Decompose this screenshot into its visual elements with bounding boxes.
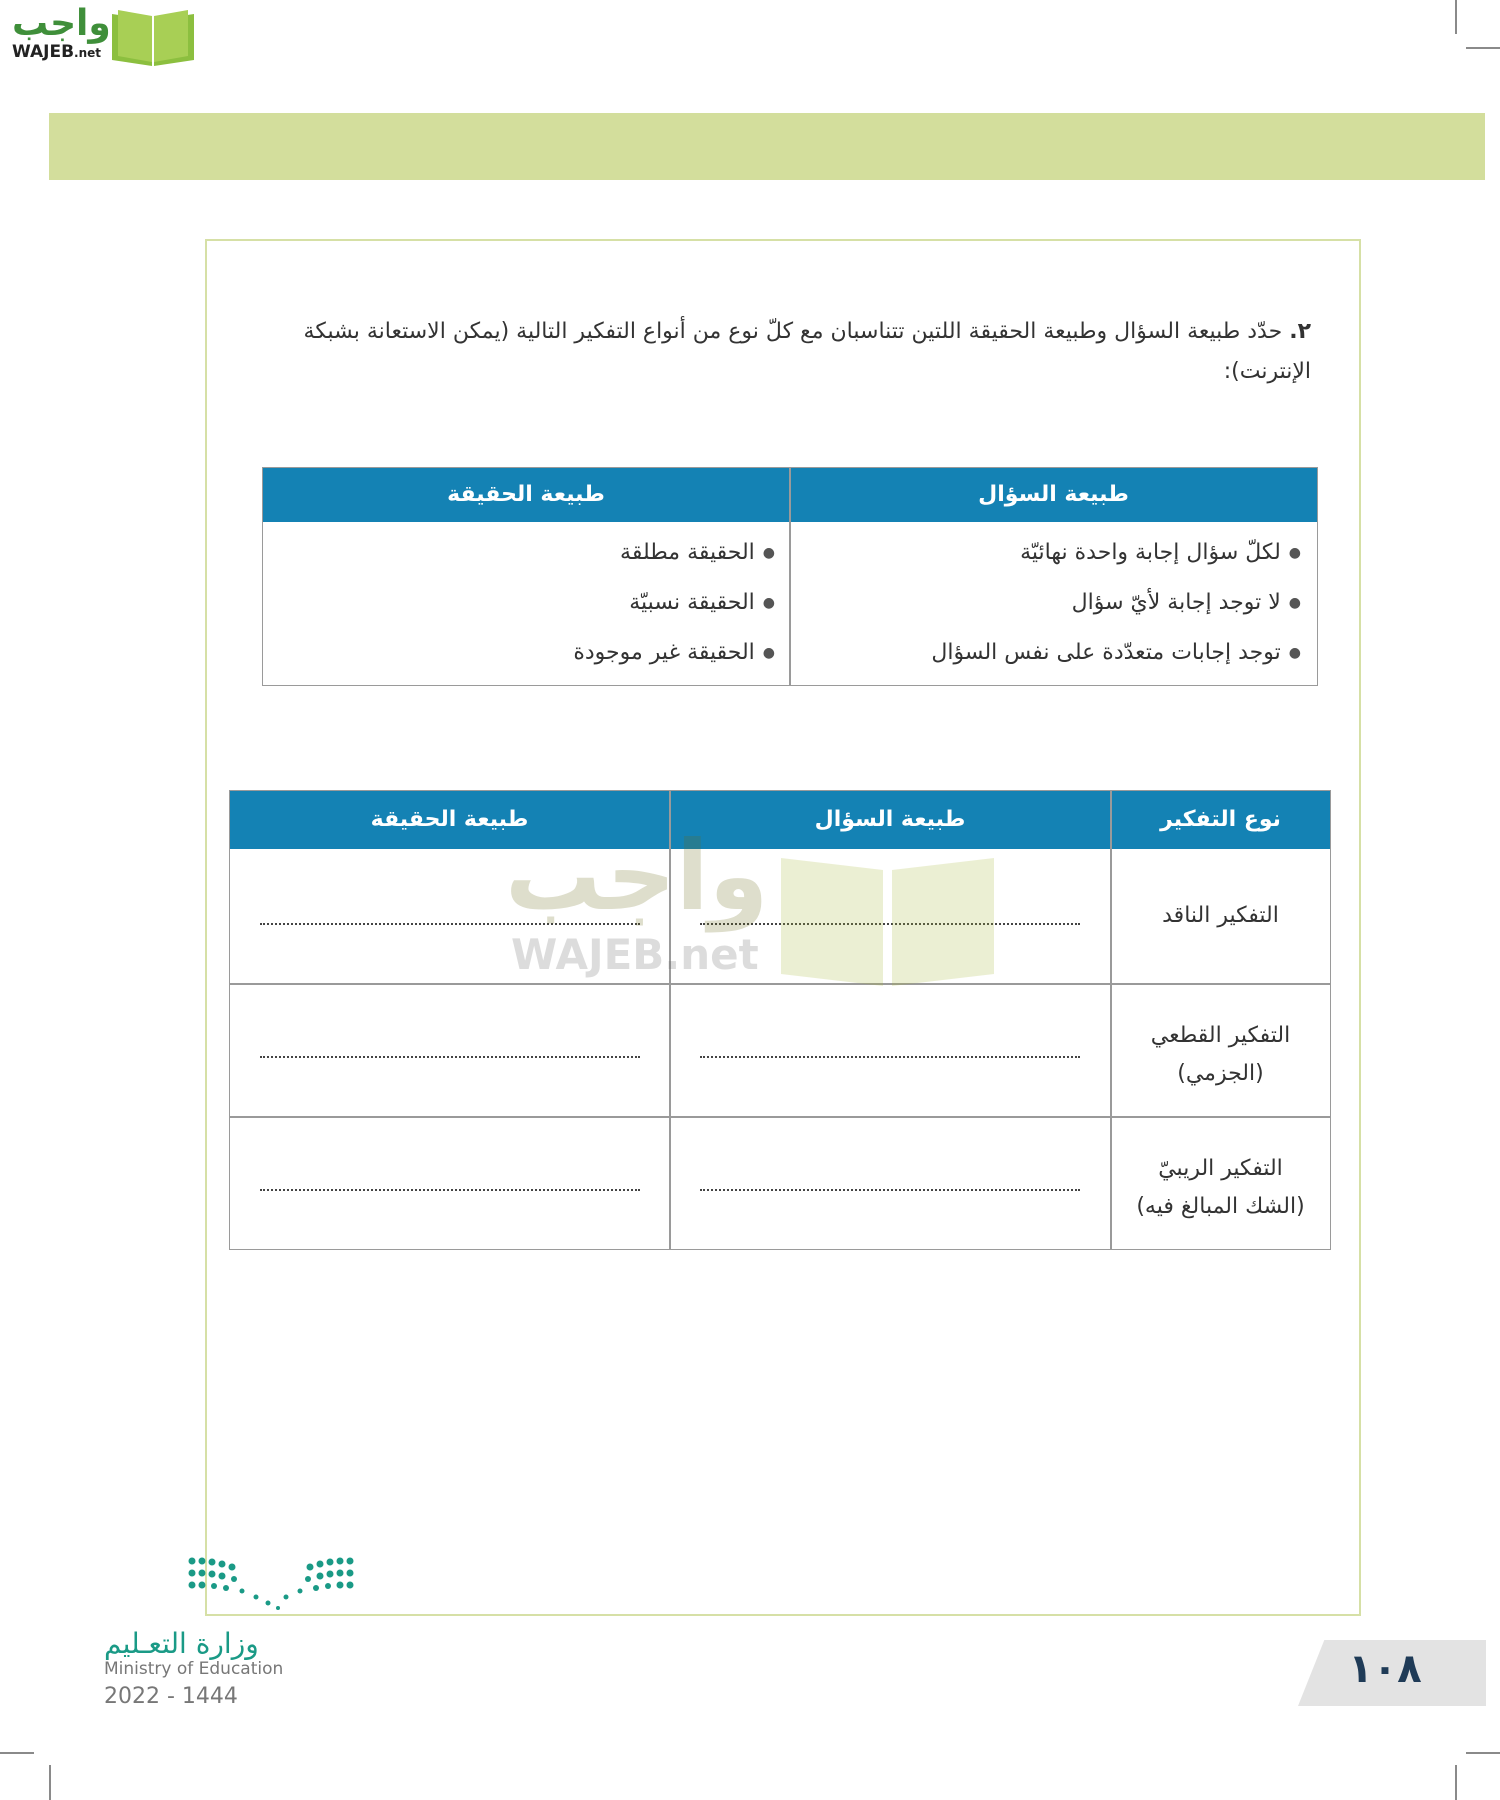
- question-nature-item: ● لكلّ سؤال إجابة واحدة نهائيّة: [1020, 540, 1301, 565]
- answer-line-truth-1[interactable]: [260, 923, 640, 925]
- logo-latin: WAJEB.net: [12, 42, 102, 62]
- page-number: ١٠٨: [1348, 1646, 1422, 1692]
- thinking-type-skeptical: التفكير الريبيّ (الشك المبالغ فيه): [1136, 1156, 1305, 1219]
- header-band: [49, 113, 1485, 180]
- question-nature-item: ● توجد إجابات متعدّدة على نفس السؤال: [931, 640, 1301, 665]
- crop-mark: [49, 1765, 51, 1800]
- crop-mark: [1455, 1765, 1457, 1800]
- truth-nature-item: ● الحقيقة مطلقة: [620, 540, 775, 565]
- question-body: حدّد طبيعة السؤال وطبيعة الحقيقة اللتين تتناسبان مع كلّ نوع من أنواع التفكير التالية (يمكن الاستعانة بشبكة الإنترنت):: [303, 319, 1311, 384]
- column-divider: [669, 791, 671, 1249]
- ministry-name-english: Ministry of Education: [104, 1659, 284, 1679]
- header-thinking-type: نوع التفكير: [1111, 791, 1330, 849]
- question-text: [214, 312, 1311, 392]
- answer-line-truth-2[interactable]: [260, 1056, 640, 1058]
- column-divider: [789, 468, 791, 685]
- ministry-emblem-icon: [186, 1555, 356, 1611]
- header-question-nature: طبيعة السؤال: [790, 468, 1317, 522]
- wajeb-logo[interactable]: [10, 4, 190, 70]
- truth-nature-item: ● الحقيقة نسبيّة: [629, 590, 775, 615]
- question-nature-item: ● لا توجد إجابة لأيّ سؤال: [1072, 590, 1301, 615]
- crop-mark: [1466, 47, 1500, 49]
- book-icon: [108, 6, 198, 68]
- truth-nature-item: ● الحقيقة غير موجودة: [573, 640, 775, 665]
- answer-line-question-1[interactable]: [700, 923, 1080, 925]
- thinking-type-dogmatic: التفكير القطعي (الجزمي): [1150, 1023, 1291, 1086]
- answer-line-question-2[interactable]: [700, 1056, 1080, 1058]
- logo-arabic: واجب: [12, 3, 111, 44]
- crop-mark: [1466, 1752, 1500, 1754]
- crop-mark: [0, 1752, 34, 1754]
- question-number: ٢.: [1289, 319, 1311, 344]
- answer-table: [229, 790, 1331, 1250]
- row-divider: [230, 983, 1330, 985]
- header-question-nature: طبيعة السؤال: [670, 791, 1110, 849]
- answer-line-truth-3[interactable]: [260, 1189, 640, 1191]
- answer-line-question-3[interactable]: [700, 1189, 1080, 1191]
- header-truth-nature: طبيعة الحقيقة: [230, 791, 669, 849]
- edition-year: 2022 - 1444: [104, 1684, 238, 1709]
- header-truth-nature: طبيعة الحقيقة: [263, 468, 789, 522]
- ministry-name-arabic: وزارة التعـليم: [104, 1627, 259, 1660]
- watermark-latin: WAJEB.net: [511, 930, 759, 979]
- watermark-arabic: واجب: [505, 820, 769, 932]
- reference-table: [262, 467, 1318, 686]
- thinking-type-critical: التفكير الناقد: [1162, 903, 1279, 928]
- row-divider: [230, 1116, 1330, 1118]
- crop-mark: [1455, 0, 1457, 34]
